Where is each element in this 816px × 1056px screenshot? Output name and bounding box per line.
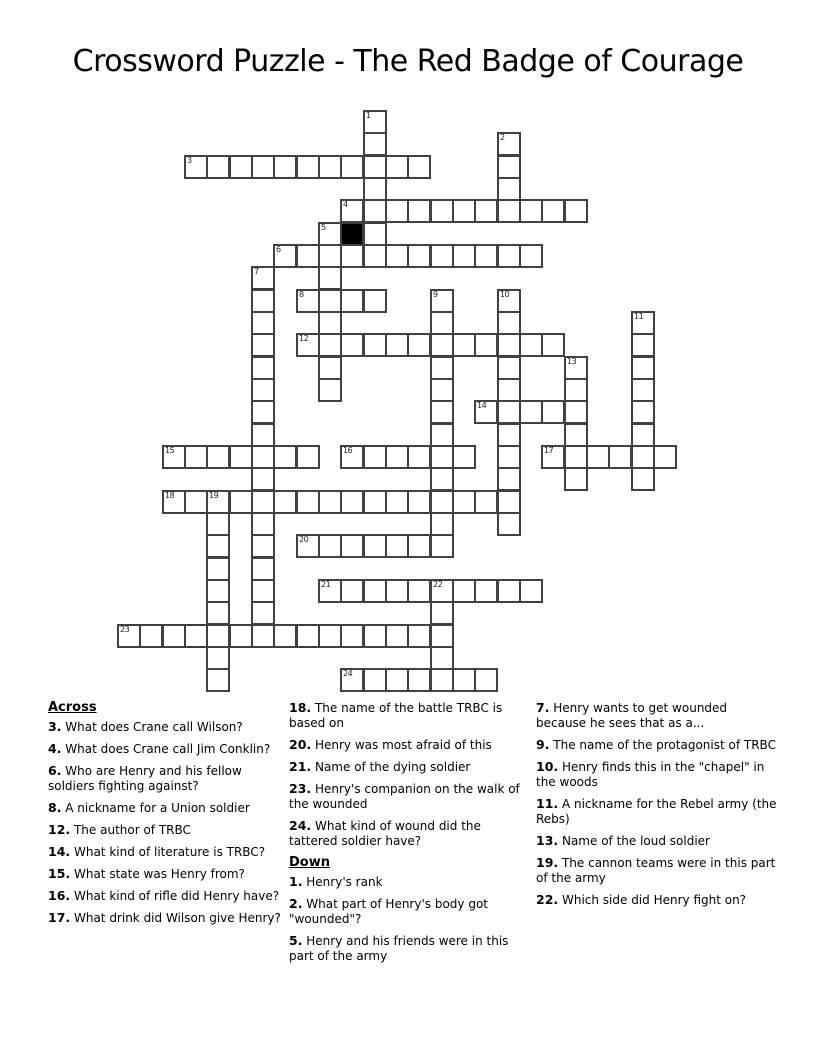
grid-cell xyxy=(340,199,364,223)
grid-cell xyxy=(407,624,431,648)
grid-cell xyxy=(251,378,275,402)
grid-cell xyxy=(251,467,275,491)
clue-item: 2. What part of Henry's body got "wounded"? xyxy=(289,896,488,926)
grid-cell xyxy=(497,311,521,335)
grid-cell xyxy=(430,512,454,536)
cell-number: 11 xyxy=(634,312,644,321)
clue-number: 18. xyxy=(289,700,312,715)
cell-number: 21 xyxy=(321,580,331,589)
grid-cell xyxy=(184,445,208,469)
grid-cell xyxy=(631,378,655,402)
grid-cell xyxy=(273,244,297,268)
clue-item: 21. Name of the dying soldier xyxy=(289,759,471,774)
grid-cell xyxy=(340,445,364,469)
grid-cell xyxy=(363,445,387,469)
grid-cell xyxy=(251,155,275,179)
grid-cell xyxy=(407,534,431,558)
grid-cell xyxy=(452,445,476,469)
grid-cell xyxy=(430,289,454,313)
clue-item: 1. Henry's rank xyxy=(289,874,383,889)
cell-number: 24 xyxy=(343,669,353,678)
grid-cell xyxy=(363,244,387,268)
cell-number: 2 xyxy=(500,133,505,142)
grid-cell xyxy=(162,490,186,514)
grid-cell xyxy=(430,467,454,491)
grid-cell xyxy=(564,199,588,223)
grid-cell xyxy=(340,289,364,313)
clue-number: 15. xyxy=(48,866,71,881)
grid-cell xyxy=(363,177,387,201)
grid-cell xyxy=(385,624,409,648)
clue-item: 9. The name of the protagonist of TRBC xyxy=(536,737,776,752)
clue-number: 2. xyxy=(289,896,303,911)
grid-cell xyxy=(385,668,409,692)
grid-cell xyxy=(184,155,208,179)
grid-cell xyxy=(430,244,454,268)
grid-cell xyxy=(497,423,521,447)
grid-cell xyxy=(229,490,253,514)
grid-cell xyxy=(229,445,253,469)
clue-item: 6. Who are Henry and his fellow soldiers fighting against? xyxy=(48,763,242,793)
grid-cell xyxy=(474,244,498,268)
clue-item: 19. The cannon teams were in this part of the army xyxy=(536,855,776,885)
clue-number: 23. xyxy=(289,781,312,796)
grid-cell xyxy=(430,311,454,335)
grid-cell xyxy=(251,534,275,558)
grid-cell xyxy=(430,646,454,670)
grid-cell xyxy=(430,333,454,357)
clue-item: 4. What does Crane call Jim Conklin? xyxy=(48,741,271,756)
grid-cell xyxy=(564,445,588,469)
grid-cell xyxy=(206,512,230,536)
grid-cell xyxy=(631,467,655,491)
grid-cell xyxy=(407,244,431,268)
grid-cell xyxy=(251,624,275,648)
grid-cell xyxy=(363,333,387,357)
grid-cell xyxy=(385,534,409,558)
grid-cell xyxy=(564,423,588,447)
clue-number: 14. xyxy=(48,844,71,859)
cell-number: 17 xyxy=(544,446,554,455)
grid-cell xyxy=(497,132,521,156)
clue-number: 20. xyxy=(289,737,312,752)
grid-cell xyxy=(318,244,342,268)
grid-cell xyxy=(318,311,342,335)
grid-cell xyxy=(430,601,454,625)
grid-cell xyxy=(251,311,275,335)
grid-cell xyxy=(251,512,275,536)
clue-column xyxy=(48,700,290,932)
grid-cell xyxy=(296,333,320,357)
grid-cell xyxy=(497,333,521,357)
clue-number: 6. xyxy=(48,763,62,778)
grid-cell xyxy=(519,199,543,223)
grid-cell xyxy=(363,624,387,648)
grid-cell xyxy=(206,557,230,581)
grid-cell xyxy=(363,579,387,603)
cell-number: 12 xyxy=(299,334,309,343)
clue-list-header: Across xyxy=(48,700,97,715)
grid-cell xyxy=(452,668,476,692)
grid-cell xyxy=(162,624,186,648)
grid-cell xyxy=(206,155,230,179)
grid-cell xyxy=(497,490,521,514)
clue-number: 10. xyxy=(536,759,559,774)
grid-cell xyxy=(318,333,342,357)
grid-cell xyxy=(318,155,342,179)
cell-number: 1 xyxy=(366,111,371,120)
grid-cell xyxy=(251,490,275,514)
cell-number: 20 xyxy=(299,535,309,544)
clue-item: 14. What kind of literature is TRBC? xyxy=(48,844,266,859)
clue-number: 24. xyxy=(289,818,312,833)
grid-cell xyxy=(497,244,521,268)
grid-cell xyxy=(452,579,476,603)
cell-number: 10 xyxy=(500,290,510,299)
clue-number: 8. xyxy=(48,800,62,815)
grid-cell xyxy=(251,579,275,603)
clue-item: 7. Henry wants to get wounded because he sees that as a... xyxy=(536,700,728,730)
clue-item: 17. What drink did Wilson give Henry? xyxy=(48,910,281,925)
grid-cell xyxy=(474,400,498,424)
grid-cell xyxy=(184,624,208,648)
cell-number: 7 xyxy=(254,267,259,276)
clue-number: 7. xyxy=(536,700,550,715)
grid-cell xyxy=(430,199,454,223)
grid-cell xyxy=(117,624,141,648)
clue-item: 12. The author of TRBC xyxy=(48,822,191,837)
clue-column xyxy=(289,700,531,970)
grid-cell xyxy=(296,445,320,469)
grid-cell xyxy=(497,177,521,201)
grid-cell xyxy=(340,333,364,357)
cell-number: 13 xyxy=(567,357,577,366)
grid-cell xyxy=(206,646,230,670)
grid-cell xyxy=(407,668,431,692)
clue-item: 23. Henry's companion on the walk of the wounded xyxy=(289,781,520,811)
clue-item: 11. A nickname for the Rebel army (the Rebs) xyxy=(536,796,777,826)
grid-cell xyxy=(318,356,342,380)
grid-cell xyxy=(497,155,521,179)
grid-cell xyxy=(407,579,431,603)
grid-cell xyxy=(497,356,521,380)
grid-cell xyxy=(206,445,230,469)
grid-cell xyxy=(474,490,498,514)
grid-cell xyxy=(519,244,543,268)
clue-list-header: Down xyxy=(289,855,330,870)
cell-number: 8 xyxy=(299,290,304,299)
cell-number: 9 xyxy=(433,290,438,299)
grid-cell xyxy=(206,534,230,558)
grid-cell xyxy=(296,624,320,648)
grid-cell xyxy=(251,400,275,424)
clue-number: 17. xyxy=(48,910,71,925)
grid-cell xyxy=(363,199,387,223)
grid-cell xyxy=(363,110,387,134)
grid-cell xyxy=(139,624,163,648)
grid-cell xyxy=(407,199,431,223)
grid-cell xyxy=(452,333,476,357)
page-title: Crossword Puzzle - The Red Badge of Courage xyxy=(72,44,744,79)
grid-cell xyxy=(407,445,431,469)
cell-number: 15 xyxy=(165,446,175,455)
grid-cell xyxy=(608,445,632,469)
clue-item: 18. The name of the battle TRBC is based on xyxy=(289,700,503,730)
grid-cell xyxy=(363,289,387,313)
grid-cell xyxy=(564,356,588,380)
grid-cell xyxy=(296,534,320,558)
grid-cell xyxy=(318,289,342,313)
clue-item: 22. Which side did Henry fight on? xyxy=(536,892,747,907)
grid-cell xyxy=(430,534,454,558)
grid-cell xyxy=(497,445,521,469)
grid-cell xyxy=(296,289,320,313)
clue-number: 12. xyxy=(48,822,71,837)
grid-cell xyxy=(385,155,409,179)
grid-cell xyxy=(541,333,565,357)
grid-cell xyxy=(318,534,342,558)
grid-cell xyxy=(497,400,521,424)
clue-item: 24. What kind of wound did the tattered soldier have? xyxy=(289,818,481,848)
clue-item: 20. Henry was most afraid of this xyxy=(289,737,492,752)
grid-cell xyxy=(340,490,364,514)
cell-number: 6 xyxy=(276,245,281,254)
clue-number: 19. xyxy=(536,855,559,870)
grid-cell xyxy=(541,445,565,469)
grid-cell xyxy=(430,668,454,692)
grid-cell xyxy=(474,668,498,692)
cell-number: 3 xyxy=(187,156,192,165)
grid-cell xyxy=(251,289,275,313)
grid-cell xyxy=(363,490,387,514)
grid-cell xyxy=(430,579,454,603)
grid-cell xyxy=(430,356,454,380)
grid-cell xyxy=(251,601,275,625)
clue-item: 8. A nickname for a Union soldier xyxy=(48,800,250,815)
cell-number: 16 xyxy=(343,446,353,455)
grid-cell xyxy=(631,333,655,357)
grid-cell xyxy=(229,155,253,179)
grid-cell xyxy=(497,378,521,402)
grid-cell xyxy=(497,512,521,536)
clue-number: 21. xyxy=(289,759,312,774)
grid-cell xyxy=(251,423,275,447)
grid-cell xyxy=(497,289,521,313)
grid-cell xyxy=(340,244,364,268)
grid-cell xyxy=(206,624,230,648)
clue-item: 15. What state was Henry from? xyxy=(48,866,245,881)
grid-cell xyxy=(162,445,186,469)
grid-cell xyxy=(385,333,409,357)
grid-cell xyxy=(474,333,498,357)
grid-cell xyxy=(340,579,364,603)
clue-number: 22. xyxy=(536,892,559,907)
grid-cell xyxy=(385,199,409,223)
grid-cell xyxy=(318,624,342,648)
grid-cell xyxy=(363,155,387,179)
grid-cell xyxy=(407,155,431,179)
clue-item: 3. What does Crane call Wilson? xyxy=(48,719,243,734)
grid-cell xyxy=(430,624,454,648)
grid-cell xyxy=(564,378,588,402)
grid-cell xyxy=(385,490,409,514)
grid-cell xyxy=(430,423,454,447)
grid-cell xyxy=(631,423,655,447)
grid-cell xyxy=(631,400,655,424)
grid-cell xyxy=(363,534,387,558)
clue-number: 3. xyxy=(48,719,62,734)
cell-number: 23 xyxy=(120,625,130,634)
grid-cell xyxy=(251,266,275,290)
clue-column xyxy=(536,700,778,914)
grid-cell xyxy=(318,266,342,290)
grid-cell xyxy=(318,579,342,603)
clue-number: 9. xyxy=(536,737,550,752)
grid-cell xyxy=(497,579,521,603)
clue-number: 11. xyxy=(536,796,559,811)
cell-number: 18 xyxy=(165,491,175,500)
grid-cell xyxy=(519,579,543,603)
grid-cell xyxy=(273,624,297,648)
grid-cell xyxy=(497,467,521,491)
grid-cell-black xyxy=(340,222,364,246)
grid-cell xyxy=(251,445,275,469)
grid-cell xyxy=(251,333,275,357)
cell-number: 14 xyxy=(477,401,487,410)
cell-number: 4 xyxy=(343,200,348,209)
grid-cell xyxy=(541,199,565,223)
grid-cell xyxy=(452,244,476,268)
clue-number: 5. xyxy=(289,933,303,948)
grid-cell xyxy=(519,333,543,357)
cell-number: 22 xyxy=(433,580,443,589)
grid-cell xyxy=(430,490,454,514)
grid-cell xyxy=(452,490,476,514)
grid-cell xyxy=(407,333,431,357)
grid-cell xyxy=(497,199,521,223)
grid-cell xyxy=(474,579,498,603)
grid-cell xyxy=(541,400,565,424)
grid-cell xyxy=(564,400,588,424)
grid-cell xyxy=(273,445,297,469)
grid-cell xyxy=(385,244,409,268)
grid-cell xyxy=(296,490,320,514)
cell-number: 5 xyxy=(321,223,326,232)
clue-number: 16. xyxy=(48,888,71,903)
grid-cell xyxy=(340,155,364,179)
clue-number: 4. xyxy=(48,741,62,756)
grid-cell xyxy=(363,132,387,156)
grid-cell xyxy=(430,378,454,402)
grid-cell xyxy=(586,445,610,469)
grid-cell xyxy=(251,557,275,581)
clue-number: 13. xyxy=(536,833,559,848)
grid-cell xyxy=(206,601,230,625)
grid-cell xyxy=(474,199,498,223)
grid-cell xyxy=(452,199,476,223)
grid-cell xyxy=(251,356,275,380)
grid-cell xyxy=(229,624,253,648)
grid-cell xyxy=(385,445,409,469)
grid-cell xyxy=(564,467,588,491)
grid-cell xyxy=(363,668,387,692)
grid-cell xyxy=(296,155,320,179)
grid-cell xyxy=(631,356,655,380)
grid-cell xyxy=(363,222,387,246)
clue-item: 5. Henry and his friends were in this part of the army xyxy=(289,933,509,963)
grid-cell xyxy=(653,445,677,469)
grid-cell xyxy=(631,445,655,469)
grid-cell xyxy=(430,445,454,469)
clue-item: 10. Henry finds this in the "chapel" in the woods xyxy=(536,759,765,789)
grid-cell xyxy=(318,490,342,514)
grid-cell xyxy=(385,579,409,603)
grid-cell xyxy=(519,400,543,424)
grid-cell xyxy=(631,311,655,335)
grid-cell xyxy=(273,490,297,514)
cell-number: 19 xyxy=(209,491,219,500)
grid-cell xyxy=(318,222,342,246)
grid-cell xyxy=(296,244,320,268)
grid-cell xyxy=(340,534,364,558)
grid-cell xyxy=(206,490,230,514)
grid-cell xyxy=(407,490,431,514)
grid-cell xyxy=(318,378,342,402)
grid-cell xyxy=(430,400,454,424)
crossword-grid xyxy=(117,110,679,695)
clue-number: 1. xyxy=(289,874,303,889)
grid-cell xyxy=(340,624,364,648)
grid-cell xyxy=(184,490,208,514)
clue-item: 13. Name of the loud soldier xyxy=(536,833,710,848)
grid-cell xyxy=(340,668,364,692)
grid-cell xyxy=(206,668,230,692)
grid-cell xyxy=(206,579,230,603)
grid-cell xyxy=(273,155,297,179)
clue-item: 16. What kind of rifle did Henry have? xyxy=(48,888,280,903)
